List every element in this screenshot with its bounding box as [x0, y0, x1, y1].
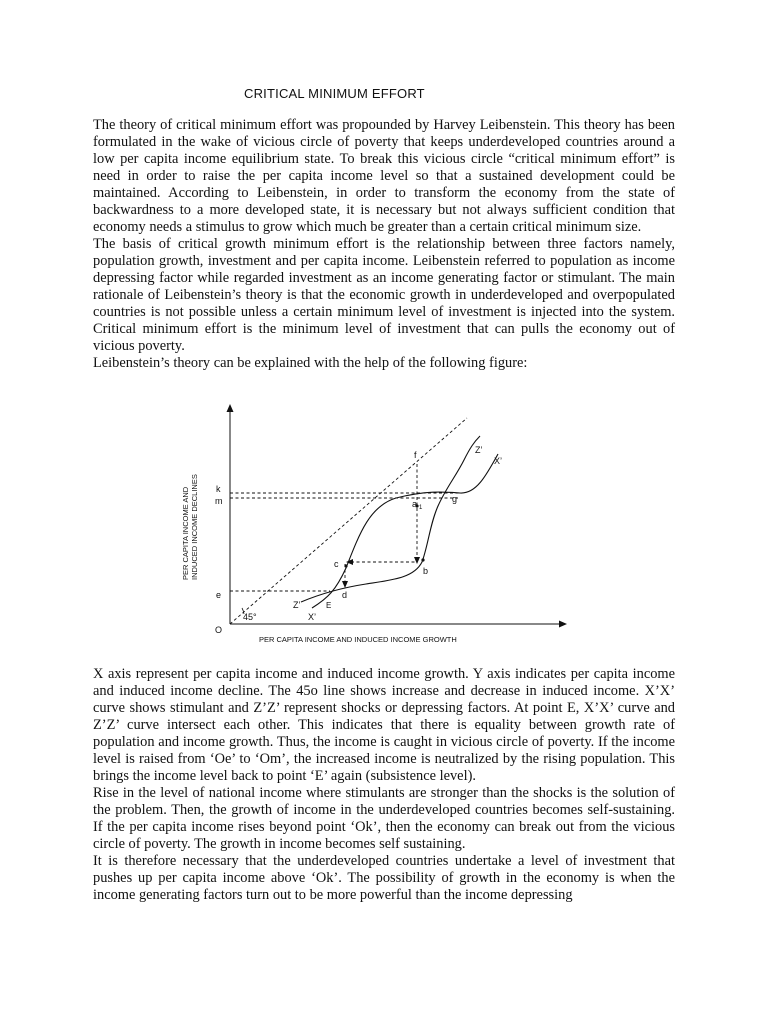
- paragraph: Leibenstein’s theory can be explained with the help of the following figure:: [93, 355, 528, 371]
- c-label: c: [334, 559, 339, 569]
- document-title: CRITICAL MINIMUM EFFORT: [244, 86, 425, 101]
- a-label: a: [412, 499, 418, 509]
- body-text-bottom: [93, 666, 675, 904]
- point-c: [344, 564, 347, 567]
- y-axis-label-line1: PER CAPITA INCOME AND: [181, 486, 190, 580]
- z-top-label: Z’: [475, 445, 483, 455]
- z-z-curve: [301, 436, 480, 602]
- x-bottom-label: X’: [308, 612, 317, 622]
- f-label: f: [414, 450, 417, 460]
- paragraph: X axis represent per capita income and induced income growth. Y axis indicates per capita income and induced income decline. The 45o line shows increase and decrease in induced income. X’X’ curve shows stimulant and Z’Z’ represent shocks or depressing factors. At point E, X’X’ curve and Z’Z’ curve intersect each other. This indicates that there is equality between growth rate of population and income growth. Thus, the income is caught in vicious circle of poverty. If the income level is raised from ‘Oe’ to ‘Om’, the increased income is neutralized by the rising population. This brings the income level back to point ‘E’ again (subsistence level).: [93, 666, 675, 784]
- body-text-top: [93, 117, 675, 372]
- z-bottom-label: Z’: [293, 600, 301, 610]
- E-label: E: [326, 601, 332, 610]
- origin-label: O: [215, 625, 223, 635]
- x-x-curve: [312, 454, 498, 608]
- m-label: m: [215, 496, 223, 506]
- point-b: [421, 558, 424, 561]
- y-axis-label-line2: INDUCED INCOME DECLINES: [190, 474, 199, 580]
- a-subscript-label: 1: [419, 505, 423, 511]
- paragraph: Rise in the level of national income where stimulants are stronger than the shocks is the solution of the problem. Then, the growth of income in the underdeveloped countries becomes self-sustaining. If the per capita income rises beyond point ‘Ok’, then the economy can break out from the vicious circle of poverty. The growth in income becomes self sustaining.: [93, 785, 675, 852]
- b-label: b: [423, 566, 429, 576]
- arrow-down-icon: [414, 557, 420, 564]
- x-axis-label: PER CAPITA INCOME AND INDUCED INCOME GROWTH: [259, 635, 457, 644]
- x-axis-arrow-icon: [559, 621, 567, 628]
- y-axis-arrow-icon: [227, 404, 234, 412]
- g-label: g: [452, 494, 458, 504]
- forty-five-degree-line: [230, 418, 467, 624]
- x-top-label: X’: [494, 456, 503, 466]
- paragraph: The theory of critical minimum effort was propounded by Harvey Leibenstein. This theory has been formulated in the wake of vicious circle of poverty that keeps underdeveloped countries around a low per capita income equilibrium state. To break this vicious circle “critical minimum effort” is need in order to raise the per capita income level so that a sustained development could be maintained. According to Leibenstein, in order to transform the economy from the state of backwardness to a more developed state, it is necessary but not always sufficient condition that economy needs a stimulus to grow which much be greater than a certain critical minimum size.: [93, 117, 675, 235]
- paragraph: It is therefore necessary that the underdeveloped countries undertake a level of investment that pushes up per capita income above ‘Ok’. The possibility of growth in the economy is when the income generating factors turn out to be more powerful than the income depressing: [93, 853, 675, 903]
- e-label: e: [216, 590, 222, 600]
- critical-minimum-effort-figure: [170, 402, 570, 654]
- angle-label: 45°: [243, 612, 257, 622]
- d-label: d: [342, 590, 348, 600]
- figure-svg: [170, 402, 570, 654]
- k-label: k: [216, 484, 221, 494]
- paragraph: The basis of critical growth minimum effort is the relationship between three factors namely, population growth, investment and per capita income. Leibenstein referred to population as income depressing factor while regarded investment as an income generating factor or stimulant. The main rationale of Leibenstein’s theory is that the economic growth in underdeveloped and overpopulated countries is not possible unless a certain minimum level of investment is injected into the system. Critical minimum effort is the minimum level of investment that can pulls the economy out of vicious poverty.: [93, 236, 675, 354]
